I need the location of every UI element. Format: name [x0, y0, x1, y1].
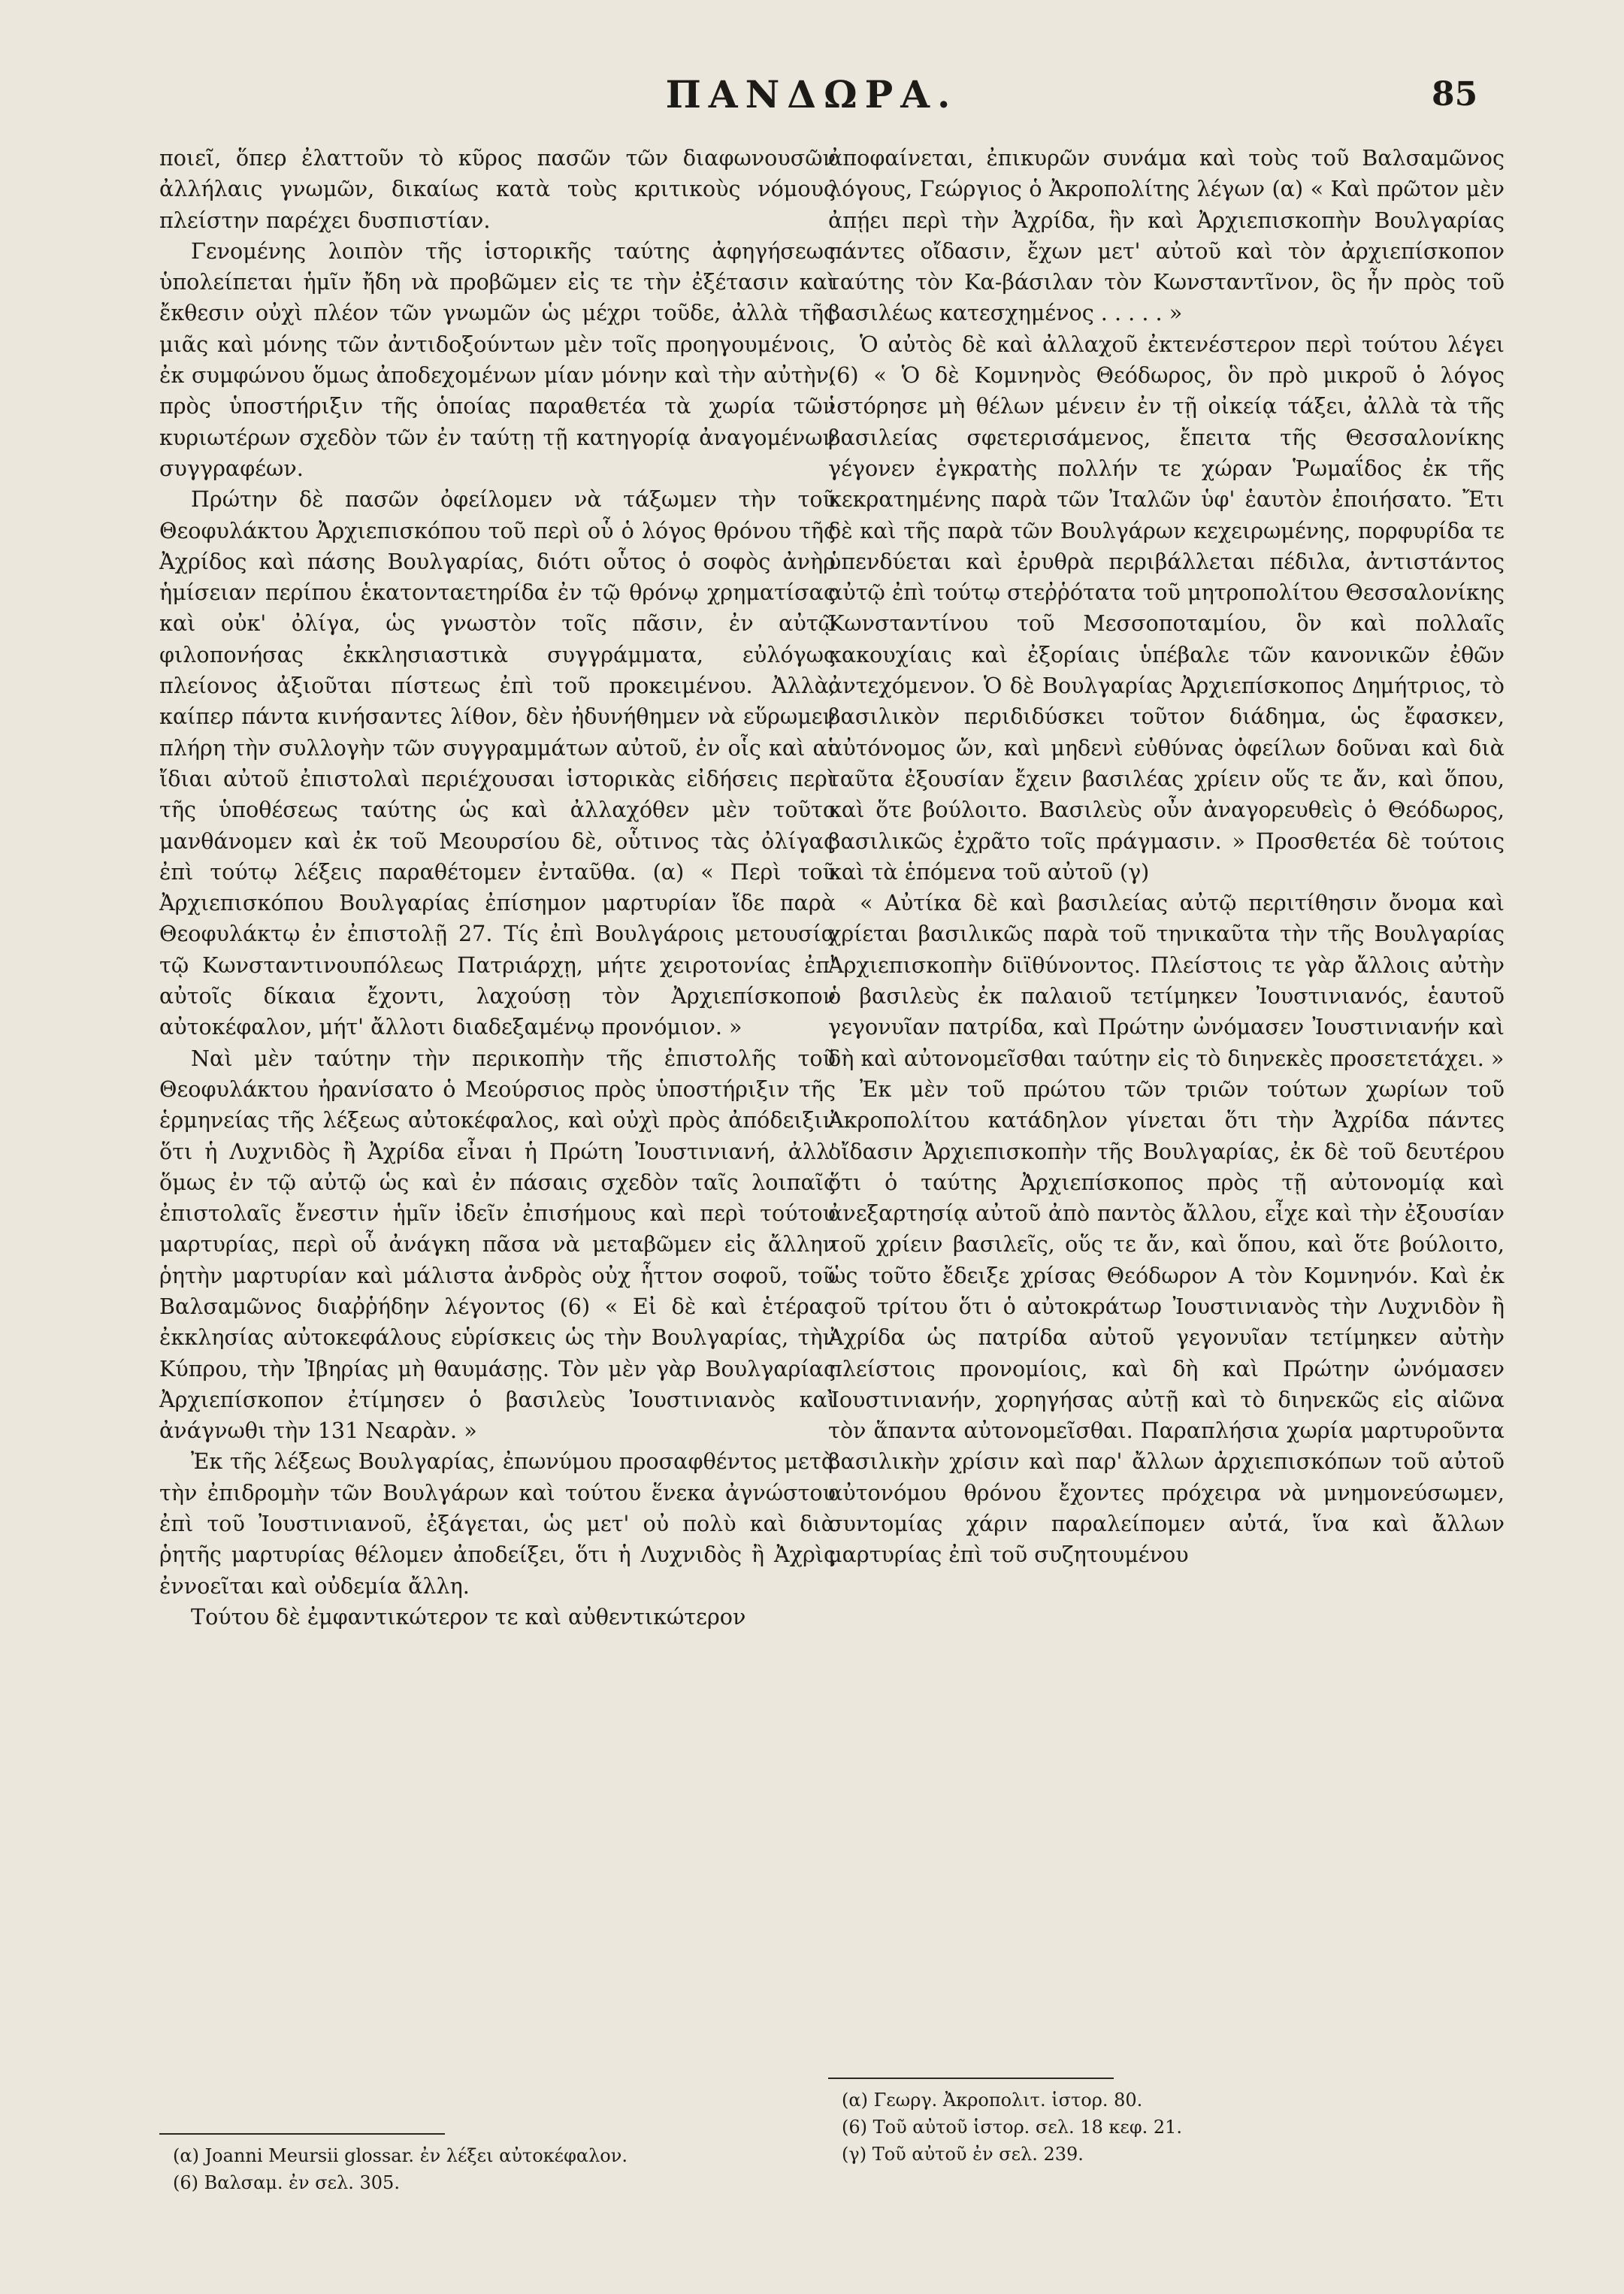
- footnote: (α) Γεωργ. Ἀκροπολιτ. ἱστορ. 80.: [842, 2090, 1143, 2111]
- left-column: [159, 143, 836, 1633]
- paragraph: Ἐκ τῆς λέξεως Βουλγαρίας, ἐπωνύμου προσαφθέντος μετὰ τὴν ἐπιδρομὴν τῶν Βουλγάρων καὶ τούτου ἕνεκα ἀγνώστου ἐπὶ τοῦ Ἰουστινιανοῦ, ἐξάγεται, ὡς μετ' οὐ πολὺ καὶ διὰ ῥητῆς μαρτυρίας θέλομεν ἀποδείξει, ὅτι ἡ Λυχνιδὸς ἢ Ἀχρὶς ἐννοεῖται καὶ οὐδεμία ἄλλη.: [159, 1448, 836, 1599]
- footnote-divider: [828, 2078, 1114, 2079]
- paragraph: Πρώτην δὲ πασῶν ὀφείλομεν νὰ τάξωμεν τὴν τοῦ Θεοφυλάκτου Ἀρχιεπισκόπου τοῦ περὶ οὗ ὁ λόγος θρόνου τῆς Ἀχρίδος καὶ πάσης Βουλγαρίας, διότι οὗτος ὁ σοφὸς ἀνὴρ ἡμίσειαν περίπου ἑκατονταετηρίδα ἐν τῷ θρόνῳ χρηματίσας καὶ οὐκ' ὀλίγα, ὡς γνωστὸν τοῖς πᾶσιν, ἐν αὐτῷ φιλοπονήσας ἐκκλησιαστικὰ συγγράμματα, εὐλόγως πλείονος ἀξιοῦται πίστεως ἐπὶ τοῦ προκειμένου. Ἀλλὰ, καίπερ πάντα κινήσαντες λίθον, δὲν ἠδυνήθημεν νὰ εὕρωμεν πλήρη τὴν συλλογὴν τῶν συγγραμμάτων αὐτοῦ, ἐν οἷς καὶ αἱ ἴδιαι αὐτοῦ ἐπιστολαὶ περιέχουσαι ἱστορικὰς εἰδήσεις περὶ τῆς ὑποθέσεως ταύτης ὡς καὶ ἀλλαχόθεν μὲν τοῦτο μανθάνομεν καὶ ἐκ τοῦ Μεουρσίου δὲ, οὗτινος τὰς ὀλίγας ἐπὶ τούτῳ λέξεις παραθέτομεν ἐνταῦθα. (α) « Περὶ τοῦ Ἀρχιεπισκόπου Βουλγαρίας ἐπίσημον μαρτυρίαν ἴδε παρὰ Θεοφυλάκτῳ ἐν ἐπιστολῇ 27. Τίς ἐπὶ Βουλγάροις μετουσία τῷ Κωνσταντινουπόλεως Πατριάρχῃ, μήτε χειροτονίας ἐπ' αὐτοῖς δίκαια ἔχοντι, λαχούσῃ τὸν Ἀρχιεπίσκοπον αὐτοκέφαλον, μήτ' ἄλλοτι διαδεξαμένῳ προνόμιον. »: [159, 486, 836, 1040]
- paragraph: ἀποφαίνεται, ἐπικυρῶν συνάμα καὶ τοὺς τοῦ Βαλσαμῶνος λόγους, Γεώργιος ὁ Ἀκροπολίτης λέγων (α) « Καὶ πρῶτον μὲν ἀπῄει περὶ τὴν Ἀχρίδα, ἣν καὶ Ἀρχιεπισκοπὴν Βουλγαρίας πάντες οἴδασιν, ἔχων μετ' αὐτοῦ καὶ τὸν ἀρχιεπίσκοπον ταύτης τὸν Κα-βάσιλαν τὸν Κωνσταντῖνον, ὃς ἦν πρὸς τοῦ βασιλέως κατεσχημένος . . . . . »: [828, 145, 1505, 326]
- right-column: [828, 143, 1505, 1571]
- paragraph: ποιεῖ, ὅπερ ἐλαττοῦν τὸ κῦρος πασῶν τῶν διαφωνουσῶν ἀλλήλαις γνωμῶν, δικαίως κατὰ τοὺς κριτικοὺς νόμους πλείστην παρέχει δυσπιστίαν.: [159, 145, 836, 233]
- paragraph: Ναὶ μὲν ταύτην τὴν περικοπὴν τῆς ἐπιστολῆς τοῦ Θεοφυλάκτου ἠρανίσατο ὁ Μεούρσιος πρὸς ὑποστήριξιν τῆς ἑρμηνείας τῆς λέξεως αὐτοκέφαλος, καὶ οὐχὶ πρὸς ἀπόδειξιν ὅτι ἡ Λυχνιδὸς ἢ Ἀχρίδα εἶναι ἡ Πρώτη Ἰουστινιανή, ἀλλ' ὅμως ἐν τῷ αὐτῷ ὡς καὶ ἐν πάσαις σχεδὸν ταῖς λοιπαῖς ἐπιστολαῖς ἔνεστιν ἡμῖν ἰδεῖν ἐπισήμους καὶ περὶ τούτου μαρτυρίας, περὶ οὗ ἀνάγκη πᾶσα νὰ μεταβῶμεν εἰς ἄλλην ῥητὴν μαρτυρίαν καὶ μάλιστα ἀνδρὸς οὐχ ἧττον σοφοῦ, τοῦ Βαλσαμῶνος διαῤῥήδην λέγοντος (6) « Εἰ δὲ καὶ ἑτέρας ἐκκλησίας αὐτοκεφάλους εὑρίσκεις ὡς τὴν Βουλγαρίας, τὴν Κύπρου, τὴν Ἰβηρίας μὴ θαυμάσῃς. Τὸν μὲν γὰρ Βουλγαρίας Ἀρχιεπίσκοπον ἐτίμησεν ὁ βασιλεὺς Ἰουστινιανὸς καὶ ἀνάγνωθι τὴν 131 Νεαρὰν. »: [159, 1045, 836, 1444]
- footnote: (α) Joanni Meursii glossar. ἐν λέξει αὐτοκέφαλον.: [173, 2145, 628, 2166]
- page-number: 85: [1432, 75, 1478, 113]
- footnote: (6) Τοῦ αὐτοῦ ἱστορ. σελ. 18 κεφ. 21.: [842, 2117, 1183, 2138]
- footnote: (6) Βαλσαμ. ἐν σελ. 305.: [173, 2172, 400, 2193]
- footnotes-right: [828, 2087, 1505, 2168]
- paragraph: « Αὐτίκα δὲ καὶ βασιλείας αὐτῷ περιτίθησιν ὄνομα καὶ χρίεται βασιλικῶς παρὰ τοῦ τηνικαῦτα τὴν τῆς Βουλγαρίας Ἀρχιεπισκοπὴν διϊθύνοντος. Πλείστοις τε γὰρ ἄλλοις αὐτὴν ὁ βασιλεὺς ἐκ παλαιοῦ τετίμηκεν Ἰουστινιανός, ἑαυτοῦ γεγονυῖαν πατρίδα, καὶ Πρώτην ὠνόμασεν Ἰουστινιανήν καὶ δὴ καὶ αὐτονομεῖσθαι ταύτην εἰς τὸ διηνεκὲς προσετετάχει. »: [828, 890, 1505, 1071]
- paragraph: Γενομένης λοιπὸν τῆς ἱστορικῆς ταύτης ἀφηγήσεως ὑπολείπεται ἡμῖν ἤδη νὰ προβῶμεν εἰς τε τὴν ἐξέτασιν καὶ ἔκθεσιν οὐχὶ πλέον τῶν γνωμῶν ὡς μέχρι τοῦδε, ἀλλὰ τῆς μιᾶς καὶ μόνης τῶν ἀντιδοξούντων μὲν τοῖς προηγουμένοις, ἐκ συμφώνου ὅμως ἀποδεχομένων μίαν μόνην καὶ τὴν αὐτὴν, πρὸς ὑποστήριξιν τῆς ὁποίας παραθετέα τὰ χωρία τῶν κυριωτέρων σχεδὸν τῶν ἐν ταύτῃ τῇ κατηγορίᾳ ἀναγομένων συγγραφέων.: [159, 238, 836, 481]
- paragraph: Τούτου δὲ ἐμφαντικώτερον τε καὶ αὐθεντικώτερον: [191, 1603, 746, 1630]
- page-header: [0, 66, 1624, 126]
- footnotes-left: [159, 2142, 836, 2196]
- running-title: ΠΑΝΔΩΡΑ.: [665, 72, 958, 117]
- footnote-divider: [159, 2133, 445, 2135]
- paragraph: Ὁ αὐτὸς δὲ καὶ ἀλλαχοῦ ἐκτενέστερον περὶ τούτου λέγει (6) « Ὁ δὲ Κομνηνὸς Θεόδωρος, ὃν πρὸ μικροῦ ὁ λόγος ἱστόρησε μὴ θέλων μένειν ἐν τῇ οἰκείᾳ τάξει, ἀλλὰ τὰ τῆς βασιλείας σφετερισάμενος, ἔπειτα τῆς Θεσσαλονίκης γέγονεν ἐγκρατὴς πολλήν τε χώραν Ῥωμαΐδος ἐκ τῆς κεκρατημένης παρὰ τῶν Ἰταλῶν ὑφ' ἑαυτὸν ἐποιήσατο. Ἔτι δὲ καὶ τῆς παρὰ τῶν Βουλγάρων κεχειρωμένης, πορφυρίδα τε ὑπενδύεται καὶ ἐρυθρὰ περιβάλλεται πέδιλα, ἀντιστάντος αὐτῷ ἐπὶ τούτῳ στεῤῥότατα τοῦ μητροπολίτου Θεσσαλονίκης Κωνσταντίνου τοῦ Μεσσοποταμίου, ὃν καὶ πολλαῖς κακουχίαις καὶ ἐξορίαις ὑπέβαλε τῶν κανονικῶν ἐθῶν ἀντεχόμενον. Ὁ δὲ Βουλγαρίας Ἀρχιεπίσκοπος Δημήτριος, τὸ βασιλικὸν περιδιδύσκει τοῦτον διάδημα, ὡς ἔφασκεν, αὐτόνομος ὤν, καὶ μηδενὶ εὐθύνας ὀφείλων δοῦναι καὶ διὰ ταῦτα ἐξουσίαν ἔχειν βασιλέας χρίειν οὕς τε ἄν, καὶ ὅπου, καὶ ὅτε βούλοιτο. Βασιλεὺς οὖν ἀναγορευθεὶς ὁ Θεόδωρος, βασιλικῶς ἐχρᾶτο τοῖς πράγμασιν. » Προσθετέα δὲ τούτοις καὶ τὰ ἑπόμενα τοῦ αὐτοῦ (γ): [828, 331, 1505, 885]
- footnote: (γ) Τοῦ αὐτοῦ ἐν σελ. 239.: [842, 2144, 1084, 2165]
- paragraph: Ἐκ μὲν τοῦ πρώτου τῶν τριῶν τούτων χωρίων τοῦ Ἀκροπολίτου κατάδηλον γίνεται ὅτι τὴν Ἀχρίδα πάντες οἴδασιν Ἀρχιεπισκοπὴν τῆς Βουλγαρίας, ἐκ δὲ τοῦ δευτέρου ὅτι ὁ ταύτης Ἀρχιεπίσκοπος πρὸς τῇ αὐτονομίᾳ καὶ ἀνεξαρτησίᾳ αὐτοῦ ἀπὸ παντὸς ἄλλου, εἶχε καὶ τὴν ἐξουσίαν τοῦ χρίειν βασιλεῖς, οὕς τε ἄν, καὶ ὅπου, καὶ ὅτε βούλοιτο, ὡς τοῦτο ἔδειξε χρίσας Θεόδωρον Α τὸν Κομνηνόν. Καὶ ἐκ τοῦ τρίτου ὅτι ὁ αὐτοκράτωρ Ἰουστινιανὸς τὴν Λυχνιδὸν ἢ Ἀχρίδα ὡς πατρίδα αὐτοῦ γεγονυῖαν τετίμηκεν αὐτὴν πλείστοις προνομίοις, καὶ δὴ καὶ Πρώτην ὠνόμασεν Ἰουστινιανήν, χορηγήσας αὐτῇ καὶ τὸ διηνεκῶς εἰς αἰῶνα τὸν ἅπαντα αὐτονομεῖσθαι. Παραπλήσια χωρία μαρτυροῦντα βασιλικὴν χρίσιν καὶ παρ' ἄλλων ἀρχιεπισκόπων τοῦ αὐτοῦ αὐτονόμου θρόνου ἔχοντες πρόχειρα νὰ μνημονεύσωμεν, συντομίας χάριν παραλείπομεν αὐτά, ἵνα καὶ ἄλλων μαρτυρίας ἐπὶ τοῦ συζητουμένου: [828, 1076, 1505, 1568]
